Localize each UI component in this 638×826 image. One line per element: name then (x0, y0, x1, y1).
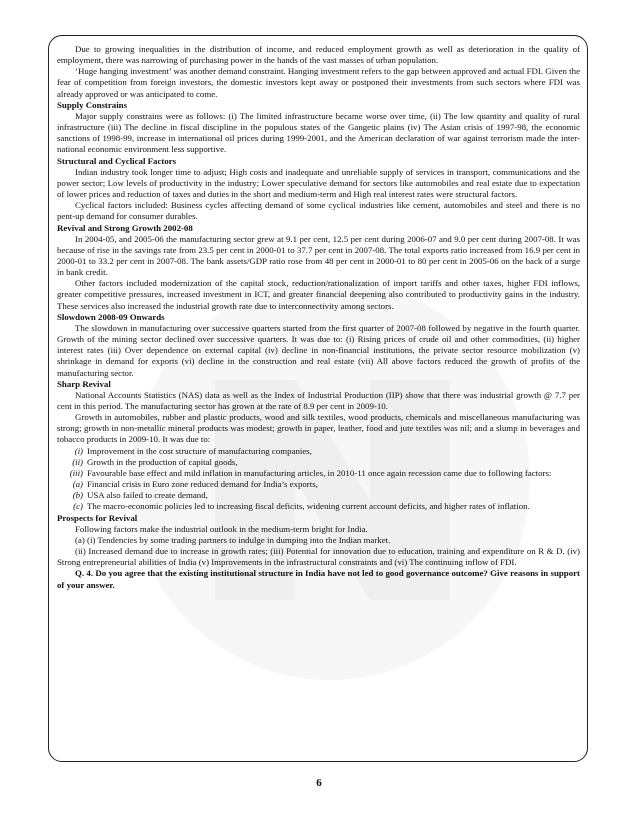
list-item (57, 468, 580, 479)
list-marker: (c) (73, 501, 83, 512)
paragraph: In 2004-05, and 2005-06 the manufacturing sector grew at 9.1 per cent, 12.5 per cent during 2006-07 and 9.0 per cent during 2007-08. It was because of rise in the savings rate from 23.5 per cent in 2000-01 to 37.7 per cent in 2007-08. The total exports ratio increased from 16.9 per cent in 2000-01 to 33.2 per cent in 2007-08. The bank assets/GDP ratio rose from 48 per cent in 2000-01 to 80 per cent in 2005-06 on the back of a surge in bank credit. (57, 233, 580, 278)
list-item (57, 457, 580, 468)
list-text: Growth in the production of capital goods, (87, 456, 238, 467)
list-text: The macro-economic policies led to increasing fiscal deficits, widening current account deficits, and higher rates of inflation. (87, 501, 530, 512)
page-text (57, 44, 580, 591)
section-heading: Supply Constrains (57, 99, 128, 110)
paragraph: Other factors included modernization of the capital stock, reduction/rationalization of import tariffs and other taxes, higher FDI inflows, greater competitive pressures, increased investment in ICT, and greater financial deepening also contributed to productivity gains in the industry. These services also increased the industrial growth rate due to interconnectivity among sectors. (57, 278, 580, 311)
section-heading: Slowdown 2008-09 Onwards (57, 311, 165, 322)
list-text: Improvement in the cost structure of manufacturing companies, (87, 445, 312, 456)
list-text: USA also failed to create demand, (87, 490, 208, 501)
list-item (57, 446, 580, 457)
paragraph: Due to growing inequalities in the distribution of income, and reduced employment growth as well as deterioration in the quality of employment, there was narrowing of purchasing power in the hands of the vast masses of urban population. (57, 44, 580, 66)
paragraph: Following factors make the industrial outlook in the medium-term bright for India. (75, 523, 368, 534)
paragraph: Cyclical factors included: Business cycles affecting demand of some cyclical industries like cement, automobiles and steel and there is no pent-up demand for consumer durables. (57, 200, 580, 222)
section-heading: Prospects for Revival (57, 512, 138, 523)
list-marker: (a) (72, 479, 83, 490)
paragraph: ‘Huge hanging investment’ was another demand constraint. Hanging investment refers to the gap between approved and actual FDI. Given the fear of competition from foreign investors, the domestic investors kept away or postponed their investments from such sectors where FDI was already approved or was anticipated to come. (57, 66, 580, 99)
list-marker: (i) (74, 445, 83, 456)
list-item (57, 479, 580, 490)
list-text: Financial crisis in Euro zone reduced demand for India’s exports, (87, 479, 318, 490)
list-text: Favourable base effect and mild inflation in manufacturing articles, in 2010-11 once again recession came due to following factors: (87, 467, 552, 478)
question: Q. 4. Do you agree that the existing institutional structure in India have not led to good governance outcome? Give reasons in support of your answer. (57, 568, 580, 590)
section-heading: Sharp Revival (57, 378, 111, 389)
paragraph: (ii) Increased demand due to increase in growth rates; (iii) Potential for innovation due to education, training and expenditure on R & D. (iv) Strong entrepreneurial abilities of India (v) Improvements in the infrastructural constraints and (vi) The continuing inflow of FDI. (57, 546, 580, 568)
paragraph: (a) (i) Tendencies by some trading partners to indulge in dumping into the Indian market. (75, 534, 391, 545)
list-item (57, 490, 580, 501)
paragraph: Growth in automobiles, rubber and plastic products, wood and silk textiles, wood products, chemicals and miscellaneous manufacturing was strong; growth in non-metallic mineral products was modest; growth in paper, leather, food and jute textiles was nil; and a slump in beverages and tobacco products in 2009-10. It was due to: (57, 412, 580, 445)
content-frame (48, 35, 588, 762)
list-marker: (b) (72, 490, 83, 501)
section-heading: Structural and Cyclical Factors (57, 155, 177, 166)
paragraph: Major supply constrains were as follows: (i) The limited infrastructure became worse over time, (ii) The low quantity and quality of rural infrastructure (iii) The decline in fiscal discipline in the populous states of the Gangetic plains (iv) The Asian crisis of 1997-98, the economic sanctions of 1998-99, increase in international oil prices during 1999-2001, and the American declaration of war against terrorism made the inter-national economic environment less supportive. (57, 110, 580, 155)
paragraph: The slowdown in manufacturing over successive quarters started from the first quarter of 2007-08 followed by negative in the fourth quarter. Growth of the mining sector declined over successive quarters. It was due to: (i) Rising prices of crude oil and other commodities, (ii) higher interest rates (iii) Over dependence on external capital (iv) decline in non-financial institutions, the private sector resource mobilization (v) shrinkage in demand for exports (vi) decline in the construction and real estate (vii) All above factors reduced the growth of profits of the manufacturing sector. (57, 322, 580, 378)
list-item (57, 501, 580, 512)
paragraph: National Accounts Statistics (NAS) data as well as the Index of Industrial Production (IIP) show that there was industrial growth @ 7.7 per cent in this period. The manufacturing sector has grown at the rate of 8.9 per cent in 2009-10. (57, 389, 580, 411)
paragraph: Indian industry took longer time to adjust; High costs and inadequate and unreliable supply of services in transport, communications and the power sector; Low levels of productivity in the industry; Lower speculative demand for sectors like automobiles and real estate due to expectation of lower prices and reduction of taxes and duties in the short and medium-term and High real interest rates were structural factors. (57, 166, 580, 200)
list-marker: (ii) (72, 456, 83, 467)
page-number: 6 (316, 777, 322, 789)
section-heading: Revival and Strong Growth 2002-08 (57, 222, 193, 233)
list-marker: (iii) (69, 467, 83, 478)
